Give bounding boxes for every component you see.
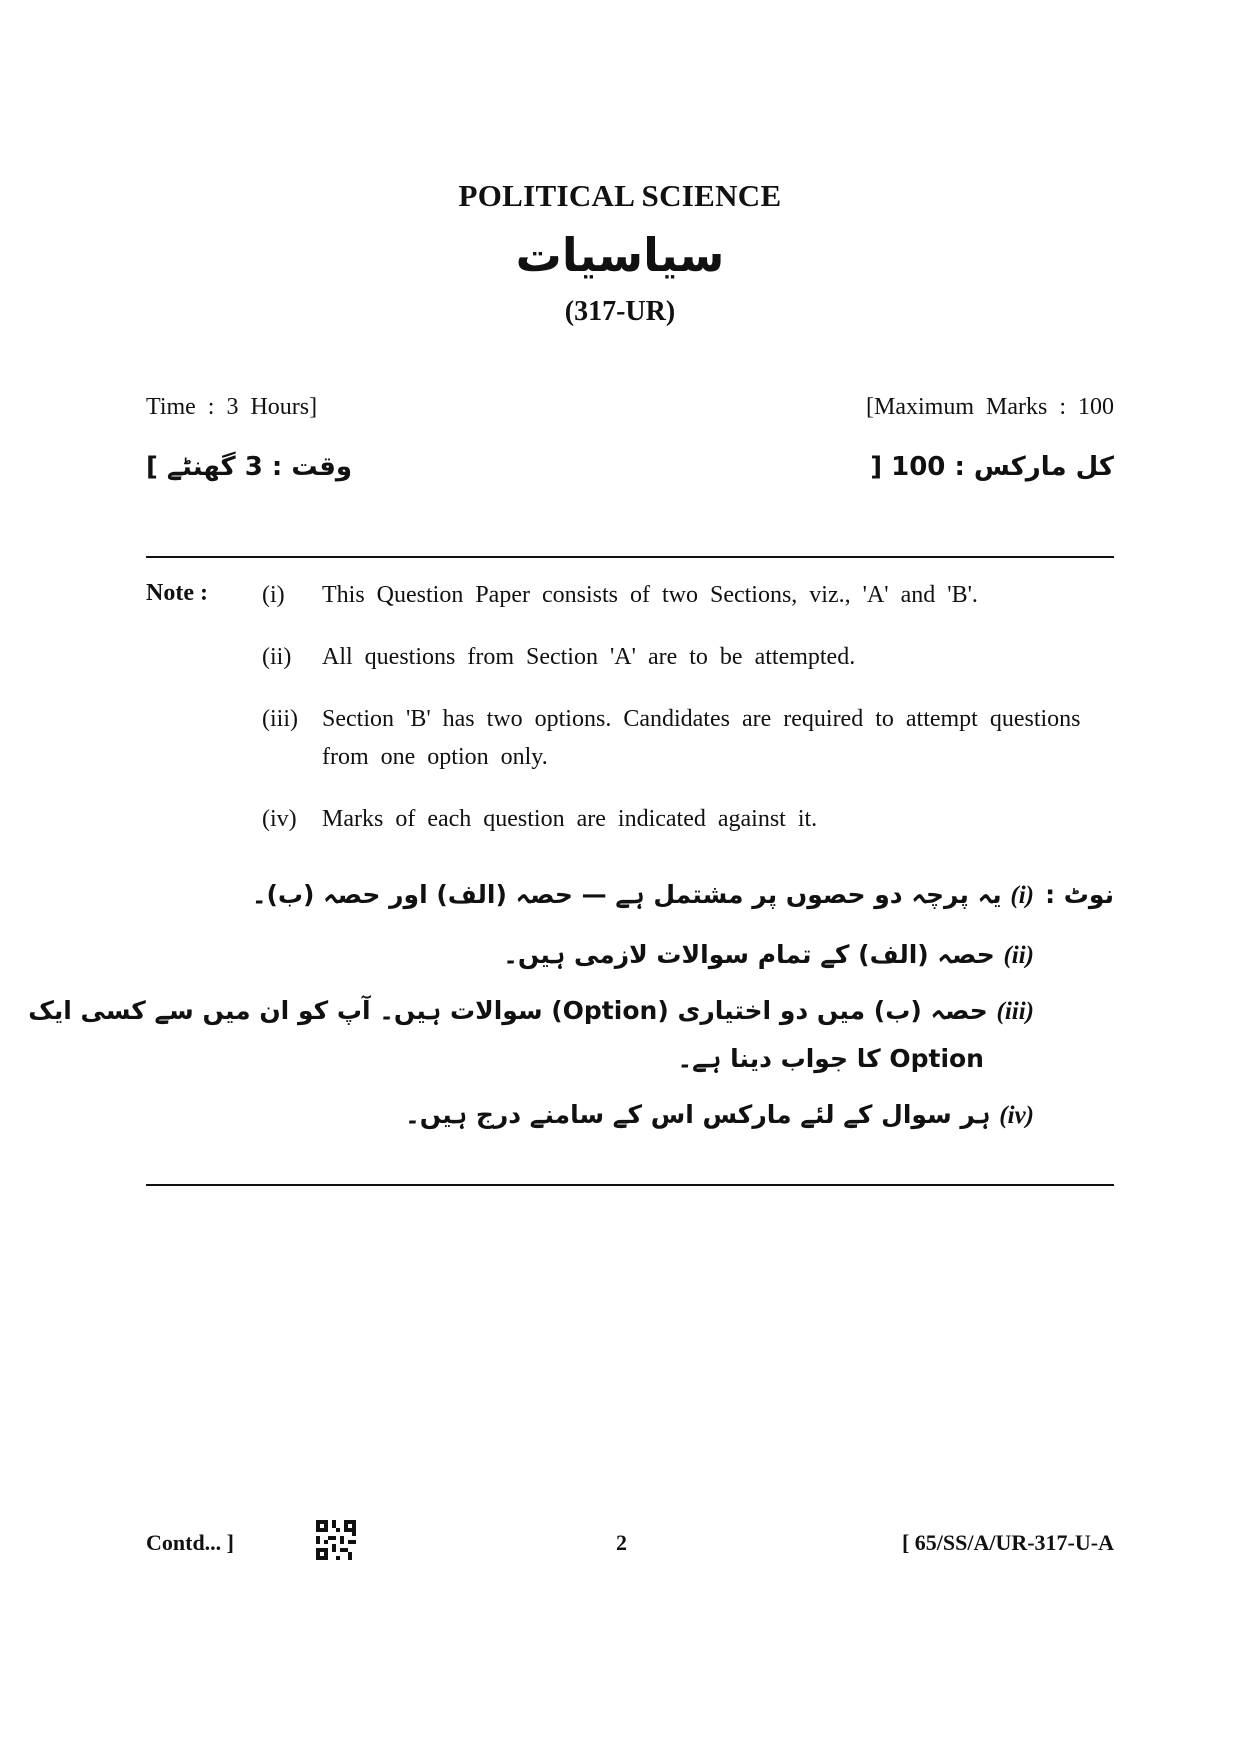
- urdu-note-item: [405, 1100, 1034, 1130]
- time-label-urdu: وقت : 3 گھنٹے ]: [146, 452, 353, 482]
- note-item-number: (i): [262, 582, 285, 608]
- urdu-note-item: [252, 880, 1034, 910]
- note-item: [262, 576, 1114, 614]
- note-item-text: Marks of each question are indicated against it.: [322, 806, 818, 832]
- note-item-number: (ii): [262, 644, 292, 670]
- urdu-note-text: Option کا جواب دینا ہے۔: [677, 1044, 984, 1073]
- max-marks-label: [Maximum Marks : 100: [866, 394, 1114, 420]
- meta-row-english: [146, 394, 1114, 421]
- note-item-number: (iii): [262, 706, 298, 732]
- urdu-note-continuation: [677, 1044, 984, 1073]
- divider-bottom: [146, 1184, 1114, 1186]
- note-item: [262, 638, 1114, 676]
- urdu-note-text: حصہ (الف) کے تمام سوالات لازمی ہیں۔: [503, 940, 995, 969]
- contd-label: Contd... ]: [146, 1530, 235, 1555]
- paper-reference: [ 65/SS/A/UR-317-U-A: [901, 1530, 1114, 1555]
- urdu-note-number: (iv): [999, 1102, 1034, 1129]
- divider-top: [146, 556, 1114, 558]
- page-title-urdu: سیاسیات: [515, 228, 725, 282]
- urdu-note-text: حصہ (ب) میں دو اختیاری (Option) سوالات ہیں۔ آپ کو ان میں سے کسی ایک: [28, 996, 988, 1025]
- note-item: [262, 800, 1114, 838]
- qr-code-icon: [316, 1520, 356, 1560]
- max-marks-label-urdu: کل مارکس : 100 [: [870, 452, 1114, 482]
- urdu-note-text: یہ پرچہ دو حصوں پر مشتمل ہے — حصہ (الف) اور حصہ (ب)۔: [251, 880, 1002, 909]
- page-number: 2: [616, 1530, 627, 1555]
- note-item-text: All questions from Section 'A' are to be attempted.: [322, 644, 856, 670]
- subject-code: (317-UR): [564, 296, 676, 327]
- note-item-text: This Question Paper consists of two Sections, viz., 'A' and 'B'.: [322, 582, 978, 608]
- urdu-note-item: [28, 996, 1034, 1026]
- note-label: Note :: [146, 580, 208, 606]
- page-title: POLITICAL SCIENCE: [458, 178, 782, 213]
- time-label: Time : 3 Hours]: [146, 394, 318, 420]
- urdu-note-text: ہر سوال کے لئے مارکس اس کے سامنے درج ہیں۔: [405, 1100, 991, 1129]
- urdu-note-number: (iii): [996, 998, 1034, 1025]
- urdu-note-item: [503, 940, 1034, 970]
- urdu-note-label: نوٹ :: [1045, 880, 1114, 909]
- urdu-note-number: (i): [1010, 882, 1034, 909]
- note-item-number: (iv): [262, 806, 297, 832]
- meta-row-urdu: [146, 452, 1114, 482]
- note-item: [262, 700, 1114, 776]
- urdu-note-number: (ii): [1003, 942, 1034, 969]
- note-item-text: Section 'B' has two options. Candidates are required to attempt questions from one option only.: [322, 706, 1081, 770]
